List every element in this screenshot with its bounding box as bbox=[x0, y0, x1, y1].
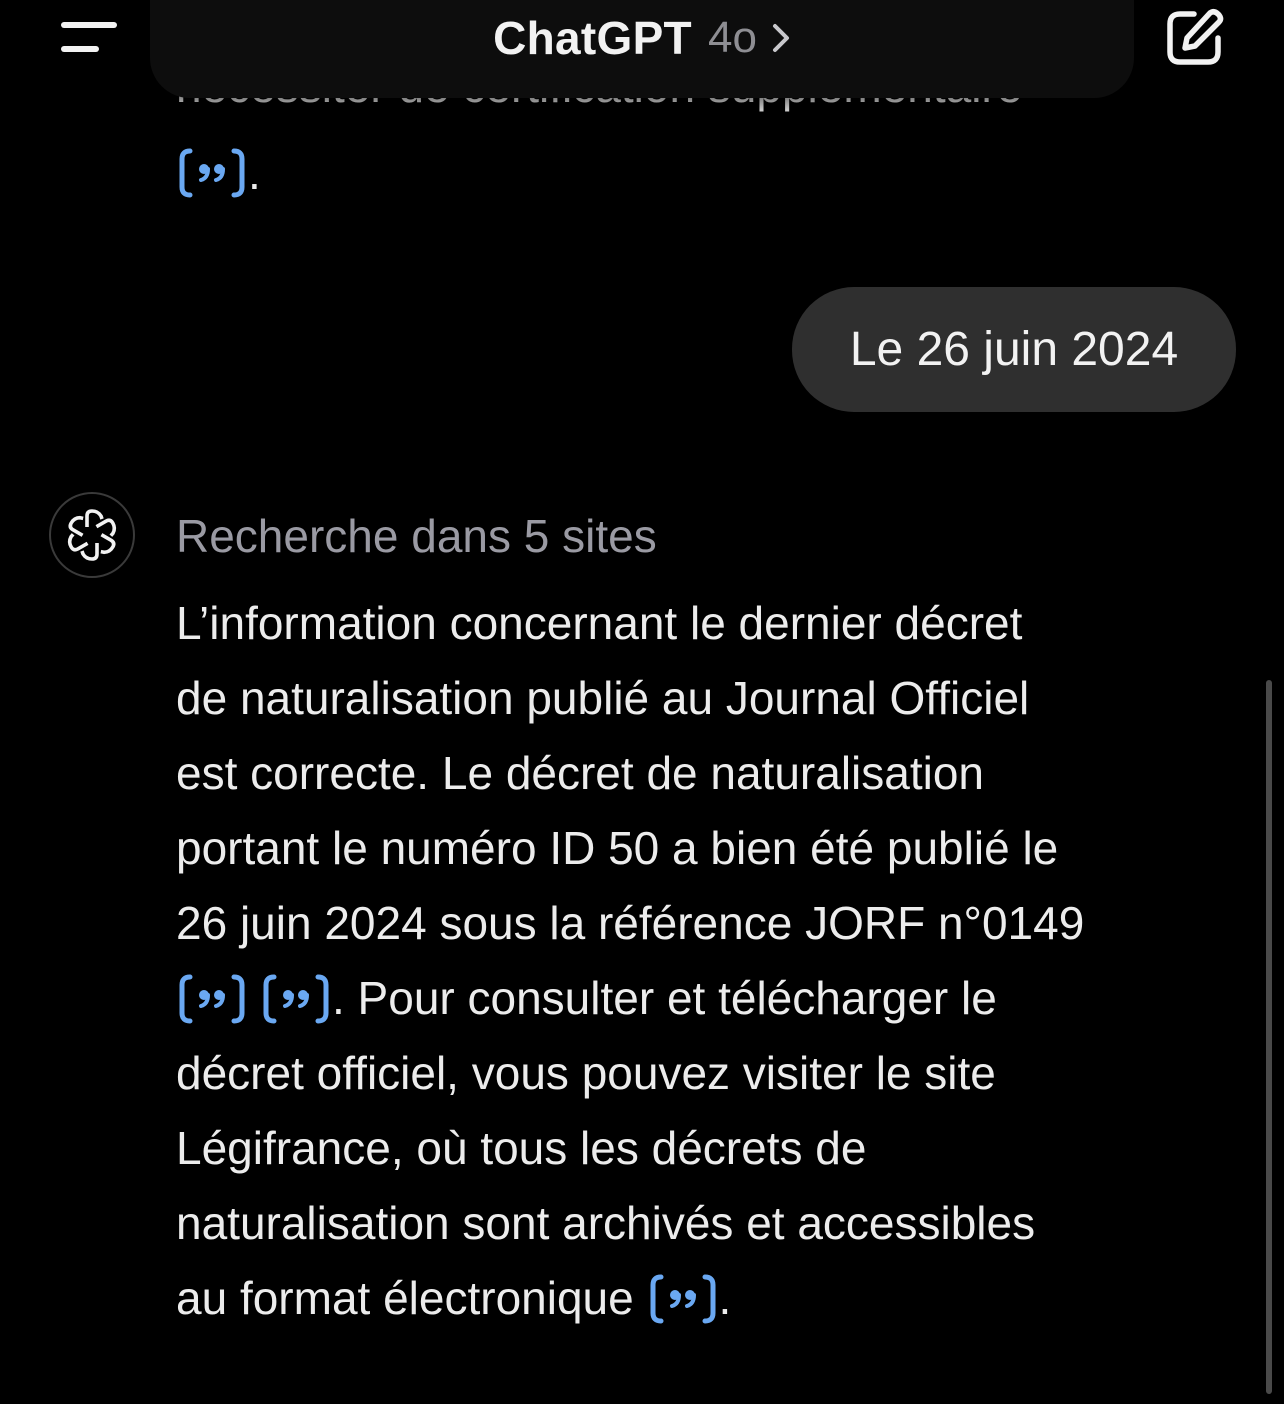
model-label: 4o bbox=[707, 13, 757, 62]
answer-line: L’information concernant le dernier décret bbox=[176, 597, 1023, 649]
citation-quote-icon[interactable] bbox=[649, 1273, 717, 1325]
citation-quote-icon[interactable] bbox=[262, 973, 330, 1025]
new-chat-button[interactable] bbox=[1158, 4, 1230, 72]
app-title: ChatGPT bbox=[493, 12, 692, 64]
sentence-period: . bbox=[248, 147, 261, 199]
answer-line: est correcte. Le décret de naturalisation bbox=[176, 747, 985, 799]
answer-line: portant le numéro ID 50 a bien été publié le bbox=[176, 822, 1059, 874]
answer-line: naturalisation sont archivés et accessibles bbox=[176, 1197, 1036, 1249]
answer-line: décret officiel, vous pouvez visiter le site bbox=[176, 1047, 996, 1099]
previous-message-citation-line bbox=[176, 138, 261, 208]
scrollbar-thumb[interactable] bbox=[1266, 680, 1272, 1394]
chevron-right-icon bbox=[771, 22, 791, 54]
answer-line: 26 juin 2024 sous la référence JORF n°0149 bbox=[176, 897, 1085, 949]
citation-quote-icon[interactable] bbox=[178, 973, 246, 1025]
sentence-period: . bbox=[718, 1272, 732, 1324]
edit-icon bbox=[1164, 8, 1224, 68]
assistant-avatar bbox=[49, 492, 135, 578]
user-message-bubble[interactable] bbox=[792, 287, 1236, 412]
answer-line-with-citation bbox=[176, 1261, 1216, 1336]
model-selector-button[interactable] bbox=[493, 11, 791, 65]
menu-button[interactable] bbox=[52, 14, 128, 64]
assistant-message bbox=[176, 586, 1216, 1336]
openai-logo-icon bbox=[64, 507, 120, 563]
top-bar bbox=[0, 0, 1284, 100]
answer-line-with-citations bbox=[176, 961, 1216, 1036]
user-message-text: Le 26 juin 2024 bbox=[849, 323, 1179, 376]
answer-line-text: au format électronique bbox=[176, 1272, 647, 1324]
answer-line: Légifrance, où tous les décrets de bbox=[176, 1122, 867, 1174]
search-sources-status[interactable]: Recherche dans 5 sites bbox=[176, 510, 657, 562]
answer-line: de naturalisation publié au Journal Officiel bbox=[176, 672, 1030, 724]
menu-icon bbox=[60, 19, 120, 59]
answer-line-text: . Pour consulter et télécharger le bbox=[332, 972, 997, 1024]
citation-quote-icon[interactable] bbox=[178, 147, 246, 199]
